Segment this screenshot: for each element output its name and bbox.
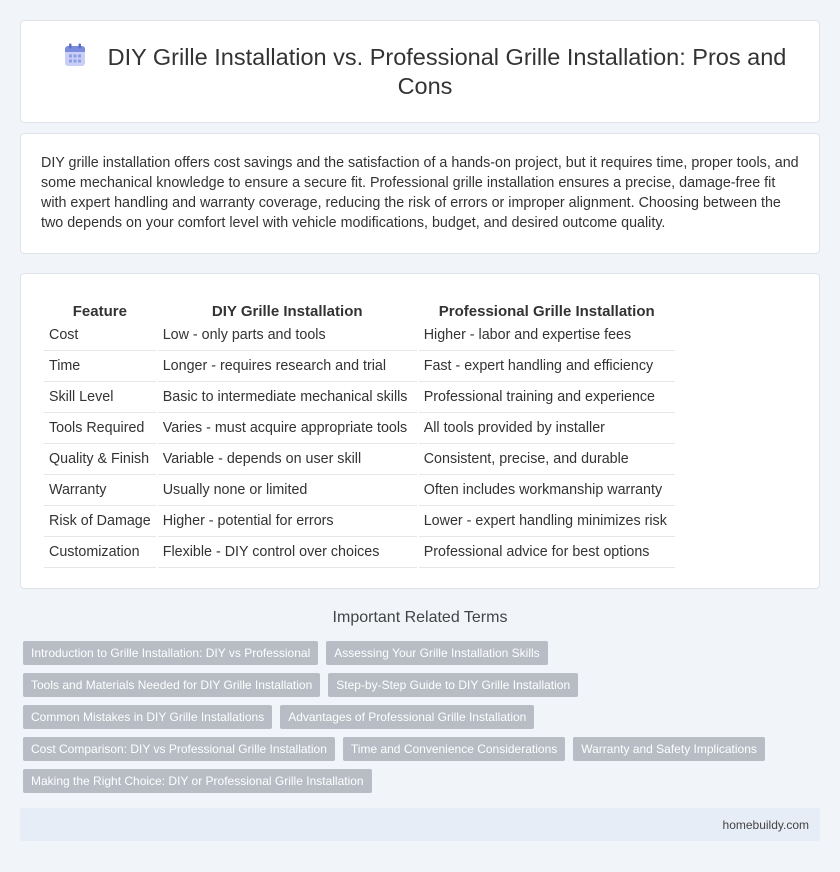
professional-cell: Higher - labor and expertise fees: [419, 320, 675, 351]
intro-card: [20, 133, 820, 254]
professional-cell: Fast - expert handling and efficiency: [419, 351, 675, 382]
related-term-link[interactable]: Making the Right Choice: DIY or Professional Grille Installation: [23, 769, 372, 793]
professional-cell: Often includes workmanship warranty: [419, 475, 675, 506]
table-row: [44, 413, 675, 444]
intro-text: DIY grille installation offers cost savings and the satisfaction of a hands-on project, but it requires time, proper tools, and some mechanical knowledge to ensure a secure fit. Professional grille installation ensures a precise, damage-free fit with expert handling and warranty coverage, reducing the risk of errors or improper alignment. Choosing between the two depends on your comfort level with vehicle modifications, budget, and desired outcome quality.: [41, 155, 799, 231]
tag-row: [23, 769, 813, 793]
table-row: [44, 320, 675, 351]
header-diy: DIY Grille Installation: [211, 303, 363, 320]
diy-cell: Basic to intermediate mechanical skills: [158, 382, 417, 413]
related-term-link[interactable]: Time and Convenience Considerations: [343, 737, 565, 761]
professional-cell: Lower - expert handling minimizes risk: [419, 506, 675, 537]
diy-cell: Flexible - DIY control over choices: [158, 537, 417, 568]
table-row: [44, 382, 675, 413]
professional-cell: Professional training and experience: [419, 382, 675, 413]
feature-cell: Cost: [44, 320, 156, 351]
feature-cell: Quality & Finish: [44, 444, 156, 475]
related-term-link[interactable]: Tools and Materials Needed for DIY Grille Installation: [23, 673, 320, 697]
table-row: [44, 537, 675, 568]
tag-row: [23, 641, 813, 665]
table-header-row: [44, 295, 675, 320]
page-title-text: DIY Grille Installation vs. Professional Grille Installation: Pros and Cons: [107, 44, 787, 99]
table-row: [44, 475, 675, 506]
footer: [20, 808, 820, 841]
footer-site-name: homebuildy.com: [722, 818, 809, 832]
header-card: [20, 20, 820, 123]
related-term-link[interactable]: Assessing Your Grille Installation Skills: [326, 641, 547, 665]
diy-cell: Varies - must acquire appropriate tools: [158, 413, 417, 444]
diy-cell: Usually none or limited: [158, 475, 417, 506]
page-title: [51, 43, 799, 101]
tag-row: [23, 673, 813, 697]
feature-cell: Time: [44, 351, 156, 382]
table-row: [44, 351, 675, 382]
header-feature: Feature: [72, 303, 127, 320]
diy-cell: Low - only parts and tools: [158, 320, 417, 351]
related-terms-list: [23, 641, 813, 801]
professional-cell: Professional advice for best options: [419, 537, 675, 568]
feature-cell: Tools Required: [44, 413, 156, 444]
feature-cell: Customization: [44, 537, 156, 568]
related-term-link[interactable]: Introduction to Grille Installation: DIY vs Professional: [23, 641, 318, 665]
header-professional: Professional Grille Installation: [438, 303, 655, 320]
table-row: [44, 444, 675, 475]
comparison-table: [42, 295, 677, 568]
calendar-icon: [64, 43, 86, 67]
related-term-link[interactable]: Cost Comparison: DIY vs Professional Grille Installation: [23, 737, 335, 761]
related-term-link[interactable]: Advantages of Professional Grille Installation: [280, 705, 534, 729]
feature-cell: Skill Level: [44, 382, 156, 413]
professional-cell: Consistent, precise, and durable: [419, 444, 675, 475]
tag-row: [23, 705, 813, 729]
table-row: [44, 506, 675, 537]
professional-cell: All tools provided by installer: [419, 413, 675, 444]
tag-row: [23, 737, 813, 761]
related-terms-title: Important Related Terms: [332, 609, 508, 626]
feature-cell: Risk of Damage: [44, 506, 156, 537]
related-term-link[interactable]: Common Mistakes in DIY Grille Installations: [23, 705, 272, 729]
diy-cell: Higher - potential for errors: [158, 506, 417, 537]
feature-cell: Warranty: [44, 475, 156, 506]
diy-cell: Variable - depends on user skill: [158, 444, 417, 475]
related-term-link[interactable]: Warranty and Safety Implications: [573, 737, 765, 761]
comparison-card: [20, 273, 820, 589]
diy-cell: Longer - requires research and trial: [158, 351, 417, 382]
related-term-link[interactable]: Step-by-Step Guide to DIY Grille Installation: [328, 673, 578, 697]
